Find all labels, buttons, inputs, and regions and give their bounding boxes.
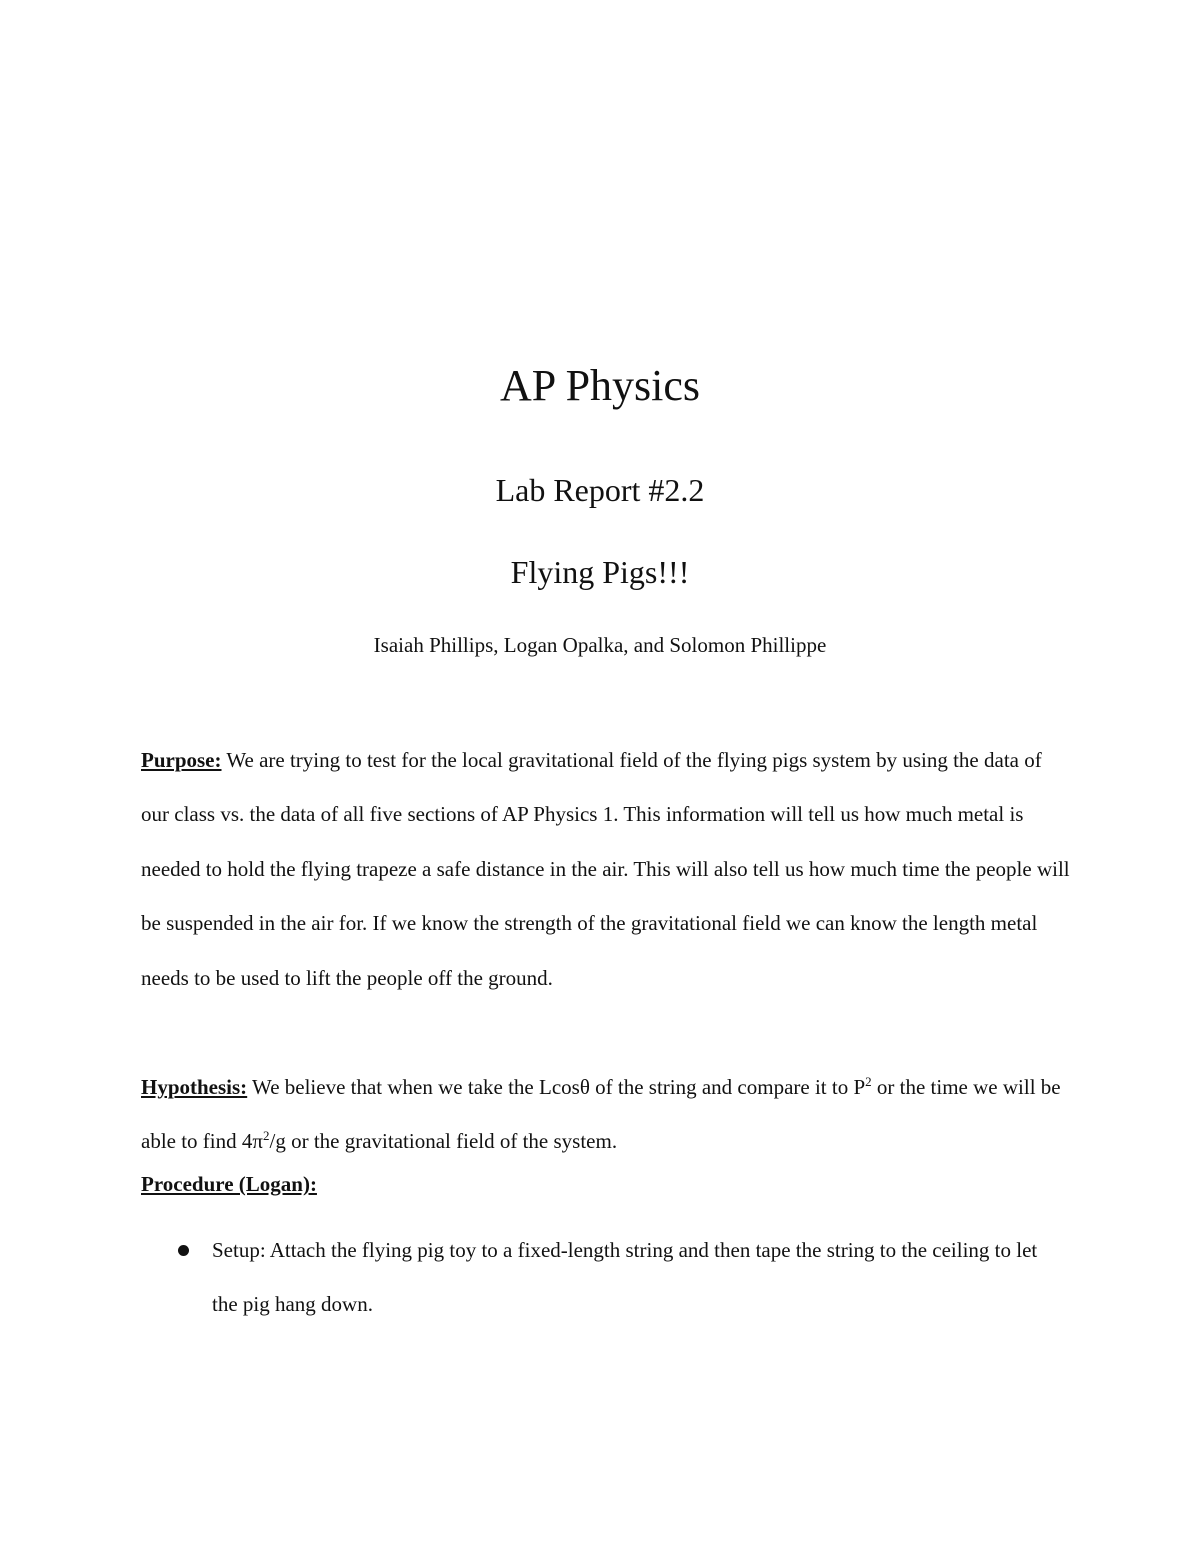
hypothesis-text-part-1: We believe that when we take the Lcosθ of the string and compare it to P <box>247 1075 866 1099</box>
procedure-heading <box>141 1169 1071 1199</box>
list-item <box>212 1223 1052 1332</box>
procedure-step-text: Setup: Attach the flying pig toy to a fixed-length string and then tape the string to the ceiling to let the pig hang down. <box>212 1238 1038 1317</box>
procedure-label: Procedure (Logan): <box>141 1172 317 1196</box>
hypothesis-text-part-2: or the time we will be able to find 4π <box>141 1075 1061 1154</box>
hypothesis-paragraph <box>141 1060 1071 1169</box>
purpose-paragraph <box>141 733 1071 1005</box>
document-title: AP Physics <box>499 361 701 410</box>
procedure-list <box>212 1223 1052 1332</box>
report-title: Flying Pigs!!! <box>510 554 690 590</box>
report-number: Lab Report #2.2 <box>495 472 705 508</box>
hypothesis-text-part-3: /g or the gravitational field of the system. <box>269 1129 618 1154</box>
purpose-label: Purpose: <box>141 748 222 772</box>
authors-line: Isaiah Phillips, Logan Opalka, and Solomon Phillippe <box>373 633 827 657</box>
hypothesis-superscript-1: 2 <box>865 1074 872 1089</box>
hypothesis-superscript-2: 2 <box>263 1128 270 1144</box>
hypothesis-label: Hypothesis: <box>141 1075 248 1099</box>
purpose-text: We are trying to test for the local gravitational field of the flying pigs system by using the data of our class vs. the data of all five sections of AP Physics 1. This information will tell us how much metal is needed to hold the flying trapeze a safe distance in the air. This will also tell us how much time the people will be suspended in the air for. If we know the strength of the gravitational field we can know the length metal needs to be used to lift the people off the ground. <box>141 748 1070 990</box>
bullet-icon <box>178 1245 189 1256</box>
